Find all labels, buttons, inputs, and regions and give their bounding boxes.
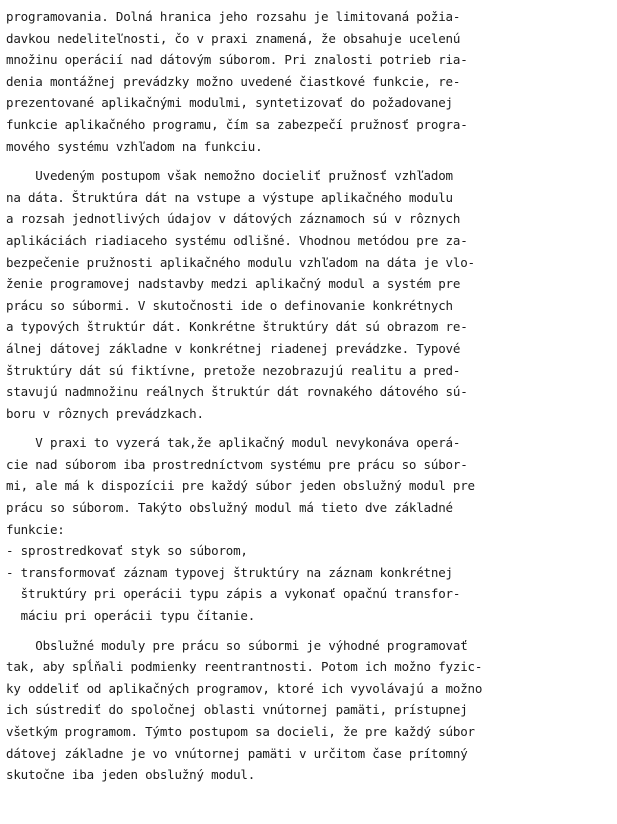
text-line: funkcie: xyxy=(6,521,65,537)
text-line: a rozsah jednotlivých údajov v dátových záznamoch sú v rôznych xyxy=(6,211,461,227)
text-line: cie nad súborom iba prostredníctvom systému pre prácu so súbor- xyxy=(6,456,468,472)
text-line: mi, ale má k dispozícii pre každý súbor jeden obslužný modul pre xyxy=(6,478,475,494)
text-line: álnej dátovej základne v konkrétnej riadenej prevádzke. Typové xyxy=(6,340,461,356)
text-line: V praxi to vyzerá tak,že aplikačný modul nevykonáva operá- xyxy=(6,435,461,451)
text-line: denia montážnej prevádzky možno uvedené čiastkové funkcie, re- xyxy=(6,73,461,89)
text-line: prácu so súborom. Takýto obslužný modul má tieto dve základné xyxy=(6,500,453,516)
paragraph-3 xyxy=(6,432,605,626)
text-line: davkou nedeliteľnosti, čo v praxi znamená, že obsahuje ucelenú xyxy=(6,30,461,46)
text-line: Obslužné moduly pre prácu so súbormi je výhodné programovať xyxy=(6,637,468,653)
paragraph-4 xyxy=(6,635,605,786)
list-item-continuation: štruktúry pri operácii typu zápis a vykonať opačnú transfor- xyxy=(6,586,461,602)
text-line: dátovej základne je vo vnútornej pamäti v určitom čase prítomný xyxy=(6,745,468,761)
list-item: - sprostredkovať styk so súborom, xyxy=(6,543,248,559)
paragraph-1 xyxy=(6,6,605,157)
text-line: ky oddeliť od aplikačných programov, ktoré ich vyvolávajú a možno xyxy=(6,680,483,696)
text-line: aplikáciách riadiaceho systému odlišné. Vhodnou metódou pre za- xyxy=(6,232,468,248)
text-line: štruktúry dát sú fiktívne, pretože nezobrazujú realitu a pred- xyxy=(6,362,461,378)
text-line: ich sústrediť do spoločnej oblasti vnútornej pamäti, prístupnej xyxy=(6,702,468,718)
text-line: Uvedeným postupom však nemožno docieliť pružnosť vzhľadom xyxy=(6,168,453,184)
list-item-continuation: máciu pri operácii typu čítanie. xyxy=(6,608,256,624)
text-line: bezpečenie pružnosti aplikačného modulu vzhľadom na dáta je vlo- xyxy=(6,254,475,270)
text-line: skutočne iba jeden obslužný modul. xyxy=(6,767,256,783)
text-line: prácu so súbormi. V skutočnosti ide o definovanie konkrétnych xyxy=(6,297,453,313)
paragraph-2 xyxy=(6,165,605,424)
text-line: ženie programovej nadstavby medzi aplikačný modul a systém pre xyxy=(6,276,461,292)
text-line: boru v rôznych prevádzkach. xyxy=(6,405,204,421)
text-line: prezentované aplikačnými modulmi, syntetizovať do požadovanej xyxy=(6,95,453,111)
text-line: stavujú nadmnožinu reálnych štruktúr dát rovnakého dátového sú- xyxy=(6,384,468,400)
paragraph-gap xyxy=(6,424,605,432)
text-line: a typových štruktúr dát. Konkrétne štruktúry dát sú obrazom re- xyxy=(6,319,468,335)
paragraph-gap xyxy=(6,627,605,635)
list-item: - transformovať záznam typovej štruktúry na záznam konkrétnej xyxy=(6,564,453,580)
text-line: na dáta. Štruktúra dát na vstupe a výstupe aplikačného modulu xyxy=(6,189,453,205)
text-line: všetkým programom. Týmto postupom sa docieli, že pre každý súbor xyxy=(6,724,475,739)
text-line: množinu operácií nad dátovým súborom. Pri znalosti potrieb ria- xyxy=(6,52,468,68)
text-line: mového systému vzhľadom na funkciu. xyxy=(6,138,263,154)
text-line: programovania. Dolná hranica jeho rozsahu je limitovaná požia- xyxy=(6,9,461,24)
text-line: funkcie aplikačného programu, čím sa zabezpečí pružnosť progra- xyxy=(6,116,468,132)
paragraph-gap xyxy=(6,157,605,165)
text-line: tak, aby spĺňali podmienky reentrantnosti. Potom ich možno fyzic- xyxy=(6,659,483,675)
